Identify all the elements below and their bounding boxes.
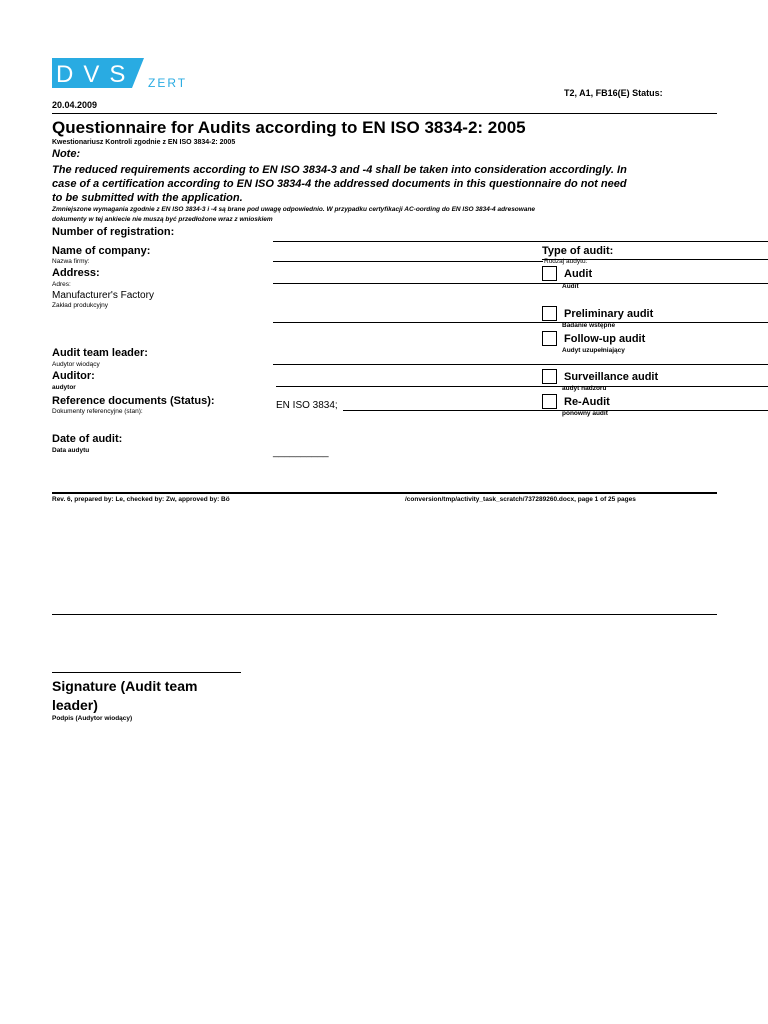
surveillance-audit-label: Surveillance audit (564, 371, 659, 383)
address-label: Address: (52, 267, 100, 279)
registration-line[interactable] (273, 241, 768, 242)
re-audit-label-pl: ponowny audit (562, 410, 608, 417)
footer-revision: Rev. 6, prepared by: Le, checked by: Zw, approved by: Bö (52, 496, 230, 503)
team-leader-label: Audit team leader: (52, 347, 148, 359)
surveillance-audit-label-pl: audyt nadzoru (562, 385, 607, 392)
reference-line[interactable] (343, 410, 768, 411)
preliminary-audit-checkbox[interactable] (542, 306, 557, 321)
audit-option-label-pl: Audit (562, 283, 579, 290)
header-divider (52, 113, 717, 114)
address-line[interactable] (273, 283, 768, 284)
note-line-1: The reduced requirements according to EN ISO 3834-3 and -4 shall be taken into consideration accordingly. In (52, 164, 627, 176)
preliminary-audit-label-pl: Badanie wstępne (562, 322, 616, 329)
footer-divider (52, 492, 717, 494)
address-label-pl: Adres: (52, 281, 71, 288)
preliminary-audit-label: Preliminary audit (564, 308, 654, 320)
team-leader-label-pl: Audytor wiodący (52, 361, 100, 368)
logo-suffix: ZERT (148, 76, 188, 90)
factory-label: Manufacturer's Factory (52, 290, 154, 301)
header-date: 20.04.2009 (52, 100, 98, 110)
signature-label-pl: Podpis (Audytor wiodący) (52, 715, 133, 722)
document-code: T2, A1, FB16(E) Status: (564, 88, 663, 98)
date-of-audit-field[interactable]: __________ (273, 447, 329, 458)
audit-checkbox[interactable] (542, 266, 557, 281)
auditor-label-pl: audytor (52, 384, 76, 391)
follow-up-audit-checkbox[interactable] (542, 331, 557, 346)
auditor-line[interactable] (276, 386, 768, 387)
company-line[interactable] (273, 261, 543, 262)
note-line-2: case of a certification according to EN ISO 3834-4 the addressed documents in this questionnaire do not need (52, 178, 627, 190)
note-pl-line-1: Zmniejszone wymagania zgodnie z EN ISO 3834-3 i -4 są brane pod uwagę odpowiednio. W przypadku certyfikacji AC-oording do EN ISO 3834-4 adresowane (52, 206, 536, 213)
note-pl-line-2: dokumenty w tej ankiecie nie muszą być przedłożone wraz z wnioskiem (52, 216, 273, 223)
company-label: Name of company: (52, 245, 151, 257)
auditor-label: Auditor: (52, 370, 95, 382)
follow-up-audit-label-pl: Audyt uzupełniający (562, 347, 625, 354)
reference-value[interactable]: EN ISO 3834; (276, 400, 338, 411)
note-heading: Note: (52, 148, 81, 160)
signature-line[interactable] (52, 672, 241, 673)
team-leader-line[interactable] (273, 364, 768, 365)
audit-type-heading-pl: Rodzaj audytu: (544, 258, 588, 265)
note-line-3: to be submitted with the application. (52, 192, 243, 204)
company-label-pl: Nazwa firmy: (52, 258, 90, 265)
signature-label-line-1: Signature (Audit team (52, 678, 198, 694)
reference-label: Reference documents (Status): (52, 395, 215, 407)
page-title: Questionnaire for Audits according to EN ISO 3834-2: 2005 (52, 118, 526, 137)
page-divider (52, 614, 717, 615)
date-of-audit-label: Date of audit: (52, 433, 123, 445)
surveillance-audit-checkbox[interactable] (542, 369, 557, 384)
audit-option-label: Audit (564, 268, 593, 280)
date-of-audit-label-pl: Data audytu (52, 447, 90, 454)
factory-label-pl: Zakład produkcyjny (52, 302, 108, 309)
footer-path: /conversion/tmp/activity_task_scratch/737289260.docx, page 1 of 25 pages (405, 496, 636, 503)
svg-text:DVS: DVS (56, 61, 136, 88)
reference-label-pl: Dokumenty referencyjne (stan): (52, 408, 143, 415)
audit-type-heading: Type of audit: (542, 245, 614, 257)
re-audit-label: Re-Audit (564, 396, 610, 408)
factory-line[interactable] (273, 322, 768, 323)
signature-label-line-2: leader) (52, 697, 98, 713)
follow-up-audit-label: Follow-up audit (564, 333, 646, 345)
registration-label: Number of registration: (52, 226, 175, 238)
page-subtitle-pl: Kwestionariusz Kontroli zgodnie z EN ISO 3834-2: 2005 (52, 139, 236, 146)
re-audit-checkbox[interactable] (542, 394, 557, 409)
